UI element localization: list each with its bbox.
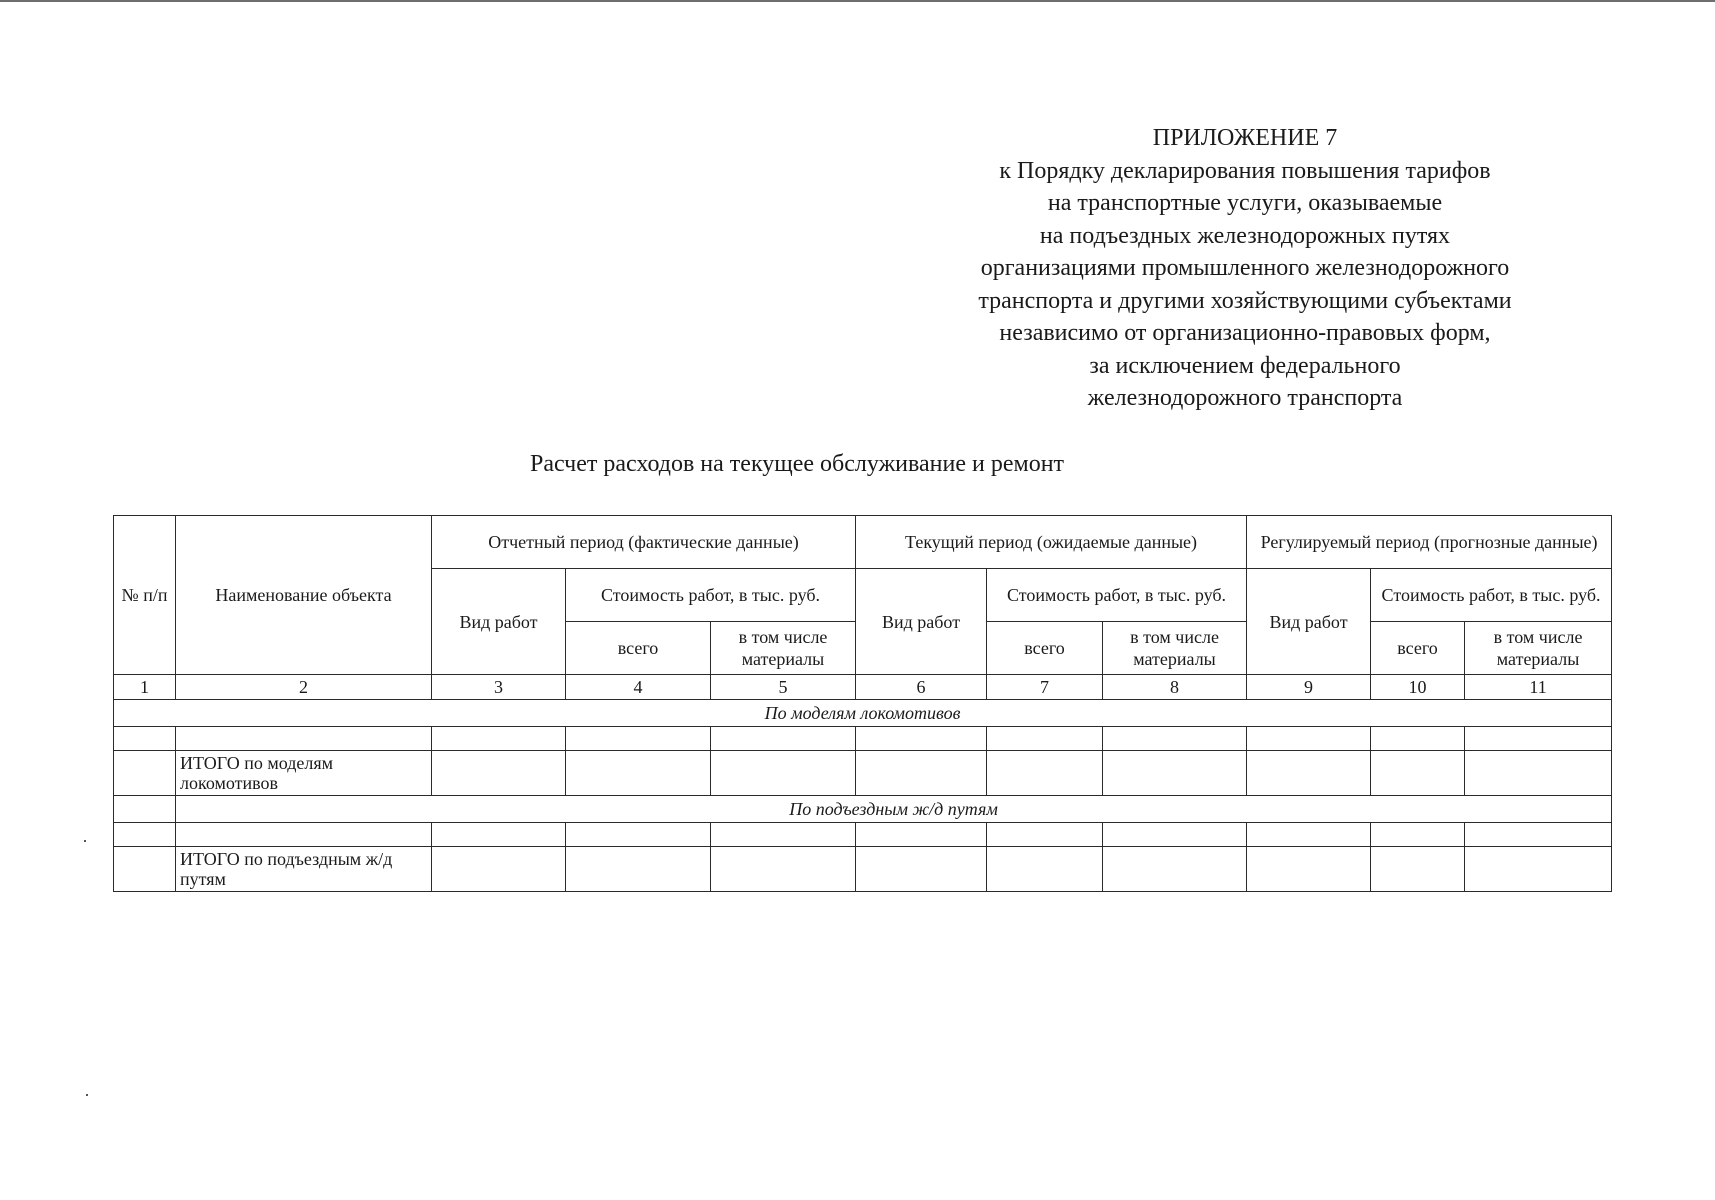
header-total: всего	[1371, 622, 1465, 675]
section-row-locomotives	[114, 700, 1612, 727]
empty-cell	[1371, 847, 1465, 892]
empty-cell	[1247, 823, 1371, 847]
header-work-type: Вид работ	[1247, 569, 1371, 675]
empty-cell	[1465, 727, 1612, 751]
total-label: ИТОГО по моделям локомотивов	[176, 751, 432, 796]
empty-cell	[114, 727, 176, 751]
empty-cell	[566, 823, 711, 847]
empty-cell	[856, 823, 987, 847]
empty-cell	[711, 751, 856, 796]
header-materials: в том числе материалы	[1465, 622, 1612, 675]
empty-cell	[856, 751, 987, 796]
appendix-line: за исключением федерального	[1089, 352, 1401, 379]
header-current-period: Текущий период (ожидаемые данные)	[856, 516, 1247, 569]
column-number: 4	[566, 675, 711, 700]
empty-cell	[1247, 727, 1371, 751]
empty-cell	[114, 796, 176, 823]
empty-cell	[432, 847, 566, 892]
empty-cell	[1103, 823, 1247, 847]
column-number-row	[114, 675, 1612, 700]
total-row-locomotives	[114, 751, 1612, 796]
empty-cell	[1103, 751, 1247, 796]
empty-cell	[566, 847, 711, 892]
appendix-line: на транспортные услуги, оказываемые	[1047, 190, 1443, 216]
scan-speck	[86, 1094, 88, 1096]
appendix-header	[945, 122, 1545, 415]
empty-cell	[1103, 847, 1247, 892]
column-number: 1	[114, 675, 176, 700]
empty-cell	[1371, 751, 1465, 796]
appendix-line: независимо от организационно-правовых форм,	[999, 320, 1491, 346]
empty-cell	[987, 751, 1103, 796]
empty-cell	[1103, 727, 1247, 751]
header-row-periods	[114, 516, 1612, 569]
empty-cell	[1247, 751, 1371, 796]
expense-table	[113, 515, 1612, 892]
column-number: 9	[1247, 675, 1371, 700]
header-total: всего	[566, 622, 711, 675]
empty-cell	[987, 823, 1103, 847]
empty-cell	[987, 847, 1103, 892]
section-title: По моделям локомотивов	[114, 700, 1612, 727]
total-label: ИТОГО по подъездным ж/д путям	[176, 847, 432, 892]
document-title: Расчет расходов на текущее обслуживание и ремонт	[530, 451, 1065, 477]
empty-cell	[566, 751, 711, 796]
column-number: 7	[987, 675, 1103, 700]
empty-cell	[711, 823, 856, 847]
empty-cell	[1465, 823, 1612, 847]
empty-cell	[432, 751, 566, 796]
column-number: 5	[711, 675, 856, 700]
header-reported-period: Отчетный период (фактические данные)	[432, 516, 856, 569]
scan-speck	[84, 840, 86, 842]
header-regulated-period: Регулируемый период (прогнозные данные)	[1247, 516, 1612, 569]
empty-cell	[1247, 847, 1371, 892]
empty-cell	[856, 727, 987, 751]
page-top-border	[0, 0, 1715, 2]
empty-cell	[1371, 727, 1465, 751]
total-row-tracks	[114, 847, 1612, 892]
column-number: 8	[1103, 675, 1247, 700]
appendix-title: ПРИЛОЖЕНИЕ 7	[1152, 125, 1338, 151]
empty-cell	[711, 727, 856, 751]
header-total: всего	[987, 622, 1103, 675]
empty-cell	[114, 823, 176, 847]
empty-cell	[856, 847, 987, 892]
section-row-tracks	[114, 796, 1612, 823]
blank-row	[114, 727, 1612, 751]
column-number: 11	[1465, 675, 1612, 700]
empty-cell	[1371, 823, 1465, 847]
section-title: По подъездным ж/д путям	[176, 796, 1612, 823]
appendix-line: транспорта и другими хозяйствующими субъектами	[978, 287, 1512, 314]
header-cost: Стоимость работ, в тыс. руб.	[566, 569, 856, 622]
empty-cell	[711, 847, 856, 892]
appendix-line: на подъездных железнодорожных путях	[1039, 222, 1451, 249]
column-number: 6	[856, 675, 987, 700]
header-object-name: Наименование объекта	[176, 516, 432, 675]
empty-cell	[432, 727, 566, 751]
header-work-type: Вид работ	[432, 569, 566, 675]
empty-cell	[1465, 751, 1612, 796]
empty-cell	[432, 823, 566, 847]
header-work-type: Вид работ	[856, 569, 987, 675]
header-materials: в том числе материалы	[1103, 622, 1247, 675]
empty-cell	[176, 823, 432, 847]
appendix-line: организациями промышленного железнодорожного	[980, 255, 1510, 281]
empty-cell	[566, 727, 711, 751]
column-number: 10	[1371, 675, 1465, 700]
empty-cell	[1465, 847, 1612, 892]
empty-cell	[987, 727, 1103, 751]
empty-cell	[114, 751, 176, 796]
empty-cell	[176, 727, 432, 751]
blank-row	[114, 823, 1612, 847]
appendix-line: к Порядку декларирования повышения тарифов	[999, 157, 1491, 184]
column-number: 2	[176, 675, 432, 700]
column-number: 3	[432, 675, 566, 700]
header-cost: Стоимость работ, в тыс. руб.	[987, 569, 1247, 622]
header-number: № п/п	[114, 516, 176, 675]
empty-cell	[114, 847, 176, 892]
header-materials: в том числе материалы	[711, 622, 856, 675]
header-cost: Стоимость работ, в тыс. руб.	[1371, 569, 1612, 622]
appendix-line: железнодорожного транспорта	[1087, 385, 1403, 411]
